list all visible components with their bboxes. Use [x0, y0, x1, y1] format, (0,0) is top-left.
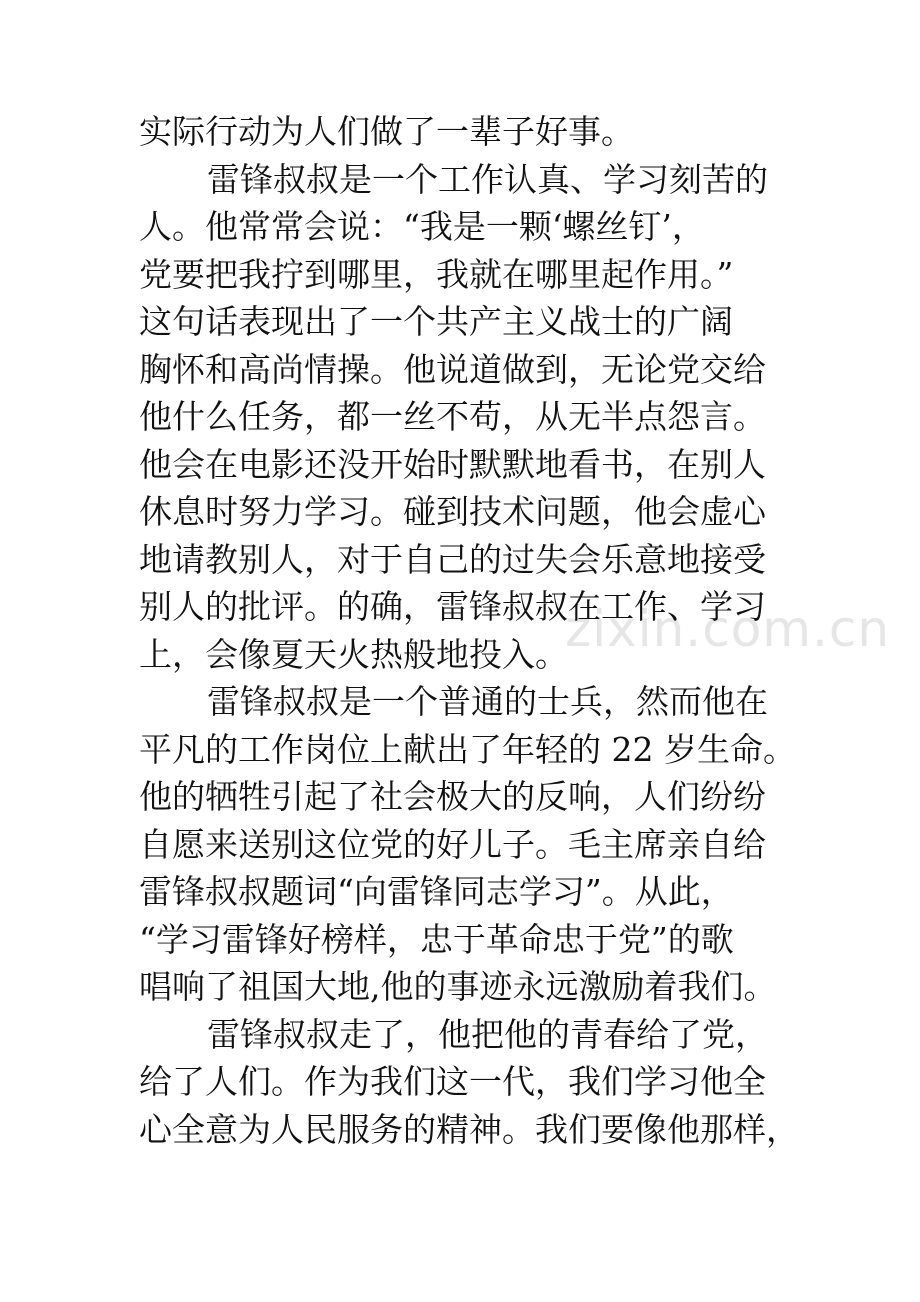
text-line: 别人的批评。的确，雷锋叔叔在工作、学习 [139, 587, 766, 626]
text-line: 平凡的工作岗位上献出了年轻的 22 岁生命。 [139, 729, 796, 769]
watermark-text: zixin.com.cn [565, 600, 891, 658]
text-line: 给了人们。作为我们这一代，我们学习他全 [139, 1062, 766, 1101]
text-line: 上，会像夏天火热般地投入。 [139, 634, 568, 674]
text-line: 他会在电影还没开始时默默地看书，在别人 [139, 444, 766, 484]
text-line: 唱响了祖国大地,他的事迹永远激励着我们。 [139, 967, 777, 1006]
paragraph-start-line: 雷锋叔叔是一个普通的士兵，然而他在 [207, 682, 768, 721]
text-line: 他什么任务，都一丝不苟，从无半点怨言。 [139, 397, 766, 436]
text-line: 他的牺牲引起了社会极大的反响，人们纷纷 [139, 777, 766, 816]
text-line: 胸怀和高尚情操。他说道做到，无论党交给 [139, 349, 766, 389]
text-line: 人。他常常会说：“我是一颗‘螺丝钉’， [139, 207, 705, 246]
text-line: 地请教别人，对于自己的过失会乐意地接受 [139, 539, 766, 579]
text-line: 这句话表现出了一个共产主义战士的广阔 [139, 302, 733, 341]
body-text [139, 108, 799, 1153]
text-line: 党要把我拧到哪里，我就在哪里起作用。” [139, 254, 734, 294]
paragraph-start-line: 雷锋叔叔是一个工作认真、学习刻苦的 [207, 159, 768, 199]
text-line: “学习雷锋好榜样，忠于革命忠于党”的歌 [139, 919, 734, 959]
text-line: 心全意为人民服务的精神。我们要像他那样， [139, 1109, 799, 1149]
text-line: 实际行动为人们做了一辈子好事。 [139, 112, 634, 151]
text-line: 雷锋叔叔题词“向雷锋同志学习”。从此， [139, 872, 734, 911]
paragraph-start-line: 雷锋叔叔走了，他把他的青春给了党， [207, 1014, 768, 1054]
text-line: 休息时努力学习。碰到技术问题，他会虚心 [139, 492, 766, 531]
text-line: 自愿来送别这位党的好儿子。毛主席亲自给 [139, 824, 766, 864]
